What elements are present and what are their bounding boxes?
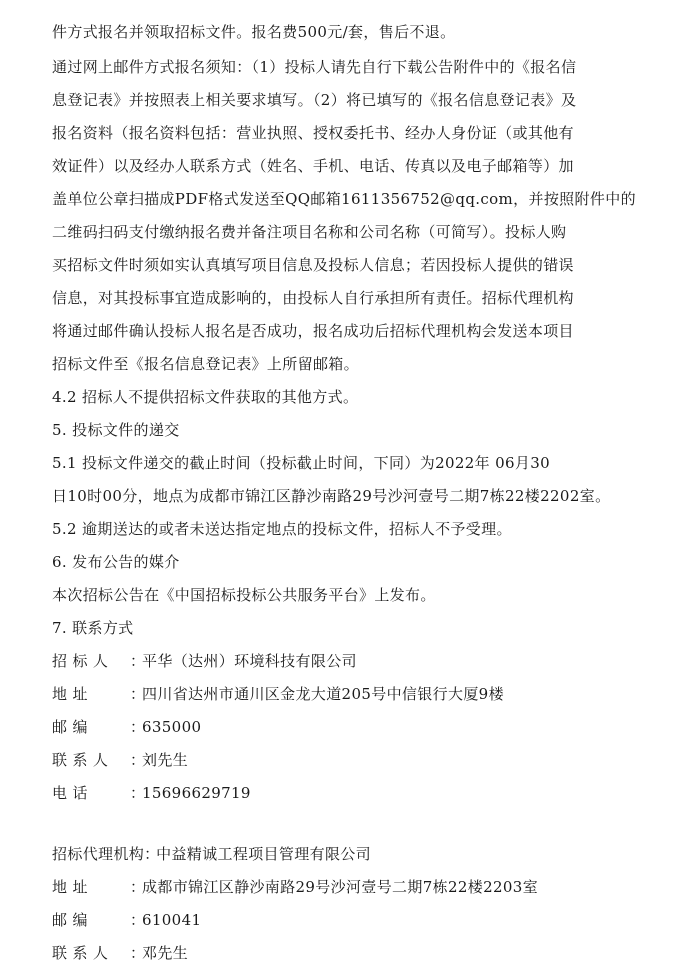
contact-row-agency-postcode: 邮 编 ：610041 (52, 911, 202, 929)
section-item: 5.2 逾期送达的或者未送达指定地点的投标文件，招标人不予受理。 (52, 520, 512, 538)
contact-value: 刘先生 (142, 751, 189, 769)
section-heading: 5. 投标文件的递交 (52, 421, 180, 439)
contact-value: 15696629719 (142, 784, 251, 802)
doc-line: 盖单位公章扫描成PDF格式发送至QQ邮箱1611356752@qq.com，并按照附件中的 (52, 190, 636, 208)
contact-label: 邮 编 (52, 911, 88, 929)
doc-line: 效证件）以及经办人联系方式（姓名、手机、电话、传真以及电子邮箱等）加 (52, 157, 574, 175)
contact-value: 邓先生 (142, 944, 189, 962)
contact-value: 四川省达州市通川区金龙大道205号中信银行大厦9楼 (142, 685, 504, 703)
contact-row-agency: 招标代理机构：中益精诚工程项目管理有限公司 (52, 845, 372, 863)
contact-row-tenderer: 招 标 人 ：平华（达州）环境科技有限公司 (52, 652, 357, 670)
doc-line: 息登记表》并按照表上相关要求填写。（2）将已填写的《报名信息登记表》及 (52, 91, 577, 109)
section-item: 4.2 招标人不提供招标文件获取的其他方式。 (52, 388, 359, 406)
doc-line: 二维码扫码支付缴纳报名费并备注项目名称和公司名称（可简写）。投标人购 (52, 223, 567, 241)
contact-row-address: 地 址 ：四川省达州市通川区金龙大道205号中信银行大厦9楼 (52, 685, 504, 703)
doc-line: 件方式报名并领取招标文件。报名费500元/套，售后不退。 (52, 23, 456, 41)
contact-label: 联 系 人 (52, 751, 109, 769)
contact-row-agency-address: 地 址 ：成都市锦江区静沙南路29号沙河壹号二期7栋22楼2203室 (52, 878, 539, 896)
section-item: 5.1 投标文件递交的截止时间（投标截止时间，下同）为2022年 06月30 (52, 454, 551, 472)
contact-value: 平华（达州）环境科技有限公司 (142, 652, 357, 670)
contact-value: 610041 (142, 911, 202, 929)
doc-line: 将通过邮件确认投标人报名是否成功，报名成功后招标代理机构会发送本项目 (52, 322, 574, 340)
contact-label: 地 址 (52, 685, 88, 703)
doc-line: 招标文件至《报名信息登记表》上所留邮箱。 (52, 355, 360, 373)
contact-label: 地 址 (52, 878, 88, 896)
contact-value: 成都市锦江区静沙南路29号沙河壹号二期7栋22楼2203室 (142, 878, 539, 896)
section-heading: 7. 联系方式 (52, 619, 134, 637)
contact-row-agency-person: 联 系 人 ：邓先生 (52, 944, 189, 962)
contact-label: 招标代理机构 (52, 845, 145, 863)
contact-row-postcode: 邮 编 ：635000 (52, 718, 202, 736)
contact-label: 招 标 人 (52, 652, 109, 670)
doc-line: 信息，对其投标事宜造成影响的，由投标人自行承担所有责任。招标代理机构 (52, 289, 574, 307)
doc-line: 报名资料（报名资料包括：营业执照、授权委托书、经办人身份证（或其他有 (52, 124, 574, 142)
doc-line: 本次招标公告在《中国招标投标公共服务平台》上发布。 (52, 586, 436, 604)
doc-line: 通过网上邮件方式报名须知：（1）投标人请先自行下载公告附件中的《报名信 (52, 58, 577, 76)
doc-line: 买招标文件时须如实认真填写项目信息及投标人信息；若因投标人提供的错误 (52, 256, 574, 274)
contact-label: 联 系 人 (52, 944, 109, 962)
contact-row-person: 联 系 人 ：刘先生 (52, 751, 189, 769)
doc-line: 日10时00分，地点为成都市锦江区静沙南路29号沙河壹号二期7栋22楼2202室。 (52, 487, 611, 505)
contact-value: 635000 (142, 718, 202, 736)
section-heading: 6. 发布公告的媒介 (52, 553, 180, 571)
contact-label: 邮 编 (52, 718, 88, 736)
contact-value: 中益精诚工程项目管理有限公司 (156, 845, 372, 863)
contact-label: 电 话 (52, 784, 88, 802)
contact-row-phone: 电 话 ：15696629719 (52, 784, 251, 802)
